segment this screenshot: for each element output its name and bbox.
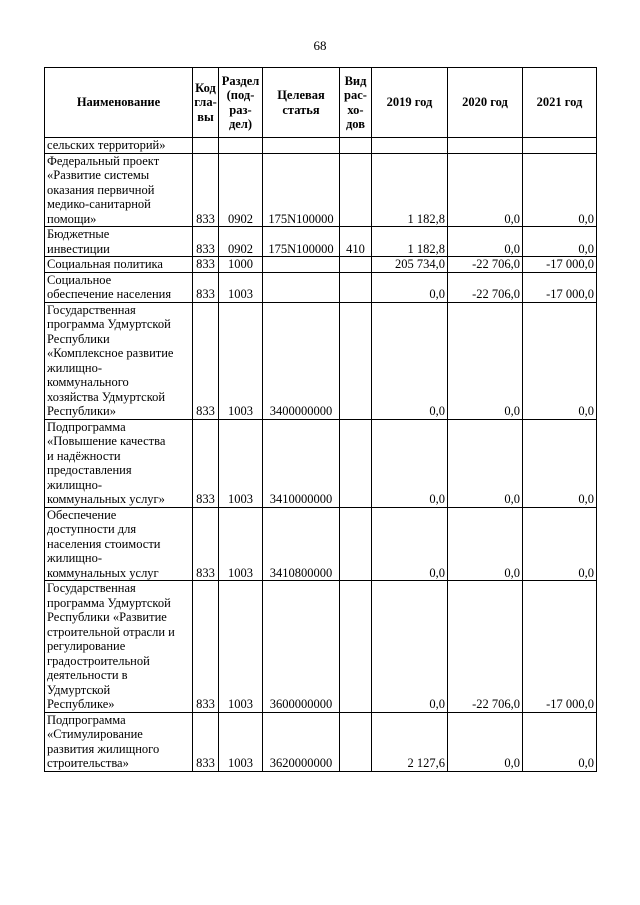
cell-y2021: 0,0: [523, 507, 597, 581]
cell-target: 3410000000: [263, 419, 340, 507]
cell-y2019: [372, 138, 448, 154]
cell-kind: [340, 712, 372, 771]
cell-name: Подпрограмма «Повышение качества и надёжности предоставления жилищно- коммунальных услуг»: [45, 419, 193, 507]
cell-section: 0902: [219, 227, 263, 257]
page-number: 68: [313, 38, 327, 53]
cell-section: [219, 138, 263, 154]
cell-kind: [340, 272, 372, 302]
cell-y2020: [448, 138, 523, 154]
cell-name: Обеспечение доступности для населения стоимости жилищно- коммунальных услуг: [45, 507, 193, 581]
header-name: Наименование: [45, 68, 193, 138]
cell-name: Подпрограмма «Стимулирование развития жилищного строительства»: [45, 712, 193, 771]
cell-section: 0902: [219, 153, 263, 227]
cell-y2021: -17 000,0: [523, 257, 597, 273]
cell-code: 833: [193, 712, 219, 771]
table-row: [45, 419, 597, 507]
cell-y2019: 205 734,0: [372, 257, 448, 273]
cell-y2021: 0,0: [523, 153, 597, 227]
cell-target: 3410800000: [263, 507, 340, 581]
table-row: [45, 257, 597, 273]
cell-kind: [340, 138, 372, 154]
cell-name: Социальная политика: [45, 257, 193, 273]
header-target: Целевая статья: [263, 68, 340, 138]
cell-code: 833: [193, 419, 219, 507]
cell-name: Государственная программа Удмуртской Республики «Развитие строительной отрасли и регулирование градостроительной деятельности в Удмуртской Республике»: [45, 581, 193, 713]
cell-name: Федеральный проект «Развитие системы оказания первичной медико-санитарной помощи»: [45, 153, 193, 227]
cell-code: 833: [193, 227, 219, 257]
cell-kind: 410: [340, 227, 372, 257]
cell-section: 1000: [219, 257, 263, 273]
cell-y2021: -17 000,0: [523, 581, 597, 713]
cell-y2021: 0,0: [523, 227, 597, 257]
cell-y2020: 0,0: [448, 302, 523, 419]
cell-y2021: -17 000,0: [523, 272, 597, 302]
cell-y2019: 0,0: [372, 581, 448, 713]
cell-y2021: [523, 138, 597, 154]
cell-code: 833: [193, 257, 219, 273]
cell-y2021: 0,0: [523, 712, 597, 771]
cell-y2020: 0,0: [448, 419, 523, 507]
cell-name: Государственная программа Удмуртской Республики «Комплексное развитие жилищно- коммунального хозяйства Удмуртской Республики»: [45, 302, 193, 419]
cell-code: [193, 138, 219, 154]
cell-name: Бюджетные инвестиции: [45, 227, 193, 257]
cell-y2020: -22 706,0: [448, 581, 523, 713]
cell-y2019: 0,0: [372, 272, 448, 302]
cell-section: 1003: [219, 581, 263, 713]
cell-y2019: 2 127,6: [372, 712, 448, 771]
cell-y2021: 0,0: [523, 302, 597, 419]
cell-y2019: 0,0: [372, 507, 448, 581]
table-row: [45, 581, 597, 713]
header-2020: 2020 год: [448, 68, 523, 138]
table-row: [45, 302, 597, 419]
cell-y2019: 1 182,8: [372, 153, 448, 227]
cell-section: 1003: [219, 302, 263, 419]
cell-y2020: 0,0: [448, 507, 523, 581]
cell-target: 3600000000: [263, 581, 340, 713]
table-row: [45, 227, 597, 257]
cell-target: 175N100000: [263, 227, 340, 257]
cell-target: [263, 257, 340, 273]
header-section: Раздел (под- раз- дел): [219, 68, 263, 138]
cell-section: 1003: [219, 507, 263, 581]
cell-kind: [340, 257, 372, 273]
cell-name: Социальное обеспечение населения: [45, 272, 193, 302]
cell-kind: [340, 419, 372, 507]
header-code: Код гла- вы: [193, 68, 219, 138]
cell-code: 833: [193, 581, 219, 713]
cell-code: 833: [193, 302, 219, 419]
header-kind: Вид рас- хо- дов: [340, 68, 372, 138]
table-row: [45, 138, 597, 154]
cell-target: 3400000000: [263, 302, 340, 419]
cell-y2019: 0,0: [372, 302, 448, 419]
cell-y2019: 1 182,8: [372, 227, 448, 257]
cell-target: [263, 138, 340, 154]
cell-target: 3620000000: [263, 712, 340, 771]
cell-section: 1003: [219, 712, 263, 771]
cell-target: 175N100000: [263, 153, 340, 227]
cell-y2020: 0,0: [448, 227, 523, 257]
table-row: [45, 507, 597, 581]
cell-y2020: -22 706,0: [448, 272, 523, 302]
budget-table: [44, 67, 597, 772]
cell-kind: [340, 153, 372, 227]
cell-target: [263, 272, 340, 302]
cell-y2020: 0,0: [448, 712, 523, 771]
cell-kind: [340, 302, 372, 419]
table-row: [45, 712, 597, 771]
header-2019: 2019 год: [372, 68, 448, 138]
cell-y2021: 0,0: [523, 419, 597, 507]
table-row: [45, 272, 597, 302]
cell-y2019: 0,0: [372, 419, 448, 507]
cell-kind: [340, 507, 372, 581]
cell-code: 833: [193, 153, 219, 227]
cell-code: 833: [193, 507, 219, 581]
cell-code: 833: [193, 272, 219, 302]
cell-section: 1003: [219, 419, 263, 507]
table-body: [45, 138, 597, 772]
cell-y2020: -22 706,0: [448, 257, 523, 273]
cell-name: сельских территорий»: [45, 138, 193, 154]
cell-kind: [340, 581, 372, 713]
table-header-row: [45, 68, 597, 138]
cell-section: 1003: [219, 272, 263, 302]
cell-y2020: 0,0: [448, 153, 523, 227]
header-2021: 2021 год: [523, 68, 597, 138]
table-row: [45, 153, 597, 227]
